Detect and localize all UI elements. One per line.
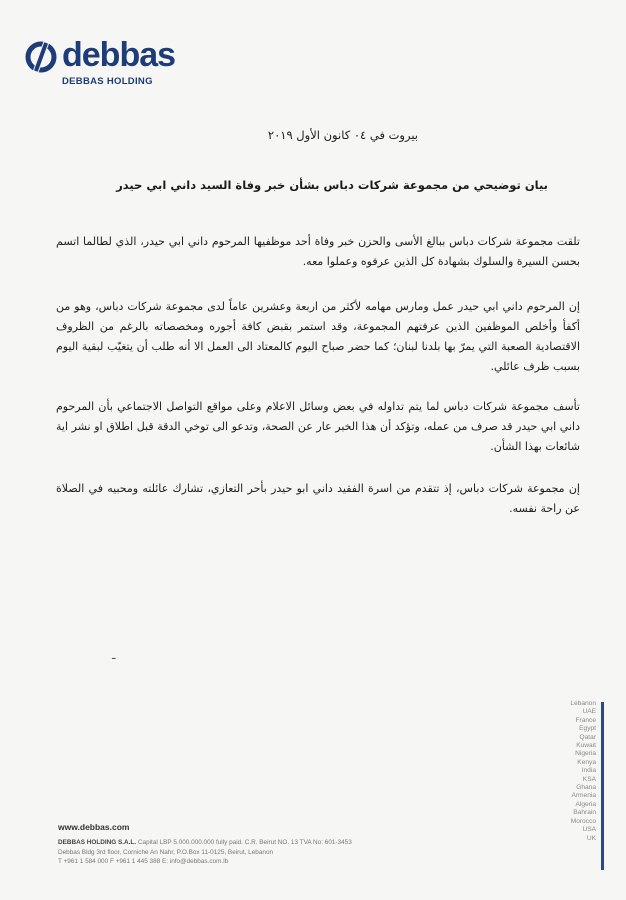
- debbas-logo-icon: [24, 40, 58, 74]
- country-item: Lebanon: [570, 700, 596, 707]
- country-item: Morocco: [570, 817, 596, 825]
- pen-mark: ـ: [112, 648, 116, 662]
- country-item: Bahrain: [573, 809, 596, 817]
- footer-company: DEBBAS HOLDING S.A.L.: [58, 839, 137, 846]
- country-item: Kuwait: [576, 742, 596, 750]
- country-list: [532, 700, 596, 843]
- country-item: USA: [582, 826, 596, 834]
- country-item: Nigeria: [575, 750, 596, 758]
- letter-paragraph: إن مجموعة شركات دباس، إذ تتقدم من اسرة الفقيد داني ابو حيدر بأحر التعازي، تشارك عائلته ومحبيه في الصلاة عن راحة نفسه.: [56, 482, 580, 515]
- country-item: Algeria: [575, 800, 596, 808]
- country-item: KSA: [582, 775, 596, 783]
- country-divider: [601, 702, 604, 870]
- letter-paragraph: إن المرحوم داني ابي حيدر عمل ومارس مهامه لأكثر من اربعة وعشرين عاماً لدى مجموعة شركات دباس، وهو من أكفأ وأخلص الموظفين الذين عرفتهم المجموعة، وقد استمر بقبض كافة أجوره ومخصصاته بالرغم من الظروف الاقتصادية الصعبة التي يمرّ بها بلدنا لبنان؛ كما حضر صباح اليوم كالمعتاد الى العمل الا أنه طلب أن يتغيّب لبقية اليوم بسبب ظرف عائلي.: [56, 300, 580, 373]
- brand-name: debbas: [62, 36, 176, 74]
- country-item: India: [581, 767, 596, 775]
- letter-subject: بيان توضيحي من مجموعة شركات دباس بشأن خبر وفاة السيد داني ابي حيدر: [116, 178, 548, 192]
- country-item: Egypt: [579, 725, 596, 733]
- brand-subtitle: DEBBAS HOLDING: [62, 76, 153, 87]
- footer-address: Debbas Bldg 3rd floor, Corniche An Nahr, P.O.Box 11-0125, Beirut, Lebanon: [58, 848, 274, 856]
- footer-registration: Capital LBP 5.000.000.000 fully paid. C.R. Beirut NO. 13 TVA No: 601-3453: [137, 839, 352, 846]
- country-item: Ghana: [576, 784, 596, 792]
- letter-paragraph: تلقت مجموعة شركات دباس ببالغ الأسى والحزن خبر وفاة أحد موظفيها المرحوم داني ابي حيدر، الذي لطالما اتسم بحسن السيرة والسلوك بشهادة كل الذين عرفوه وعملوا معه.: [56, 235, 580, 268]
- footer-website: www.debbas.com: [58, 822, 130, 832]
- letter-date: بيروت في ٠٤ كانون الأول ٢٠١٩: [267, 128, 418, 142]
- country-item: UAE: [582, 708, 596, 716]
- letter-paragraph: تأسف مجموعة شركات دباس لما يتم تداوله في بعض وسائل الاعلام وعلى مواقع التواصل الاجتماعي بأن المرحوم داني ابي حيدر قد صرف من عمله، وتؤكد أن هذا الخبر عار عن الصحة، وتدعو الى توخي الدقة قبل اطلاق او نشر اية شائعات بهذا الشأن.: [56, 400, 580, 453]
- debbas-logo: [24, 36, 224, 90]
- footer-contact: T +961 1 584 000 F +961 1 445 388 E: info@debbas.com.lb: [58, 858, 229, 865]
- country-item: Kenya: [577, 758, 596, 766]
- country-item: France: [575, 716, 596, 724]
- letter-footer: [58, 822, 352, 867]
- country-item: Qatar: [579, 733, 596, 741]
- footer-company-line: [58, 838, 352, 848]
- country-item: Armenia: [571, 792, 596, 800]
- country-item: UK: [586, 834, 596, 842]
